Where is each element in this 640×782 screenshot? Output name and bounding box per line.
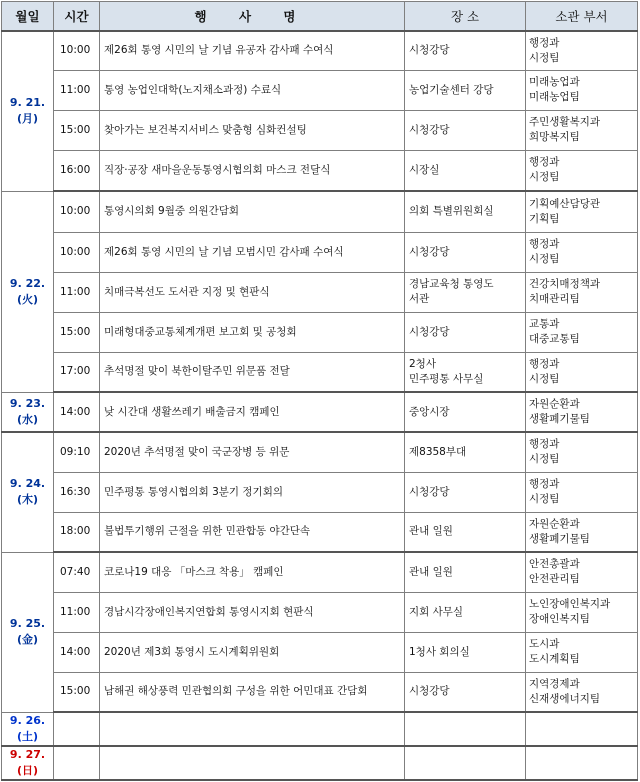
dept-team: 대중교통팀 (529, 333, 580, 345)
venue-cell (405, 191, 526, 232)
time-cell: 10:00 (54, 232, 100, 272)
date-cell (2, 552, 54, 712)
weekday-text: (日) (16, 763, 39, 777)
dept-division: 기획예산담당관 (529, 197, 601, 210)
dept-team: 미래농업팀 (529, 91, 580, 103)
event-cell: 통영시의회 9월중 의원간담회 (100, 191, 405, 232)
event-cell: 치매극복선도 도서관 지정 및 현판식 (100, 272, 405, 312)
venue-cell (405, 150, 526, 191)
event-cell (100, 712, 405, 746)
dept-cell (526, 352, 638, 392)
dept-cell (526, 312, 638, 352)
dept-team: 기획팀 (529, 212, 560, 225)
dept-cell (526, 150, 638, 191)
dept-division: 지역경제과 (529, 677, 580, 690)
dept-division: 자원순환과 (529, 398, 580, 410)
venue-line: 농업기술센터 강당 (409, 83, 494, 96)
schedule-body (2, 31, 638, 780)
table-row (2, 392, 638, 432)
venue-cell (405, 232, 526, 272)
header-date: 월일 (2, 2, 54, 32)
dept-team: 시정팀 (529, 51, 560, 64)
venue-cell (405, 312, 526, 352)
header-event: 행 사 명 (100, 2, 405, 32)
time-cell: 16:30 (54, 472, 100, 512)
event-cell: 2020년 추석명절 맞이 국군장병 등 위문 (100, 432, 405, 472)
weekday-text: (水) (16, 412, 39, 426)
event-cell: 낮 시간대 생활쓰레기 배출금지 캠페인 (100, 392, 405, 432)
table-row (2, 512, 638, 552)
table-header (2, 2, 638, 32)
time-cell: 18:00 (54, 512, 100, 552)
dept-cell (526, 191, 638, 232)
dept-division: 자원순환과 (529, 517, 580, 530)
dept-cell (526, 272, 638, 312)
venue-line: 제8358부대 (409, 445, 467, 458)
header-time: 시간 (54, 2, 100, 32)
dept-team: 시정팀 (529, 372, 560, 385)
venue-line: 민주평통 사무실 (409, 372, 484, 385)
venue-cell (405, 552, 526, 592)
venue-line: 시청강당 (409, 44, 450, 57)
venue-line: 시청강당 (409, 325, 450, 338)
dept-division: 주민생활복지과 (529, 116, 601, 128)
venue-line: 경남교육청 통영도 (409, 278, 494, 290)
dept-division: 노인장애인복지과 (529, 598, 611, 610)
venue-cell (405, 712, 526, 746)
table-row (2, 31, 638, 70)
venue-cell (405, 31, 526, 70)
dept-team: 치매관리팀 (529, 293, 580, 305)
dept-cell (526, 512, 638, 552)
dept-team: 시정팀 (529, 453, 560, 466)
dept-cell (526, 232, 638, 272)
dept-division: 행정과 (529, 438, 560, 451)
date-text: 9. 26. (9, 713, 46, 727)
venue-cell (405, 592, 526, 632)
event-cell: 남해권 해상풍력 민관협의회 구성을 위한 어민대표 간담회 (100, 672, 405, 712)
time-cell: 15:00 (54, 312, 100, 352)
table-row (2, 592, 638, 632)
table-row (2, 352, 638, 392)
dept-team: 시정팀 (529, 171, 560, 184)
venue-cell (405, 472, 526, 512)
event-cell: 제26회 통영 시민의 날 기념 모범시민 감사패 수여식 (100, 232, 405, 272)
event-cell: 코로나19 대응 「마스크 착용」 캠페인 (100, 552, 405, 592)
dept-team: 생활폐기물팀 (529, 532, 590, 545)
time-cell: 15:00 (54, 672, 100, 712)
weekday-text: (土) (16, 729, 39, 743)
table-row (2, 150, 638, 191)
weekday-text: (木) (16, 493, 39, 507)
event-cell: 찾아가는 보건복지서비스 맞춤형 심화컨설팅 (100, 110, 405, 150)
venue-cell (405, 272, 526, 312)
dept-division: 건강치매정책과 (529, 278, 601, 290)
dept-cell (526, 632, 638, 672)
weekday-text: (火) (16, 292, 39, 306)
event-cell (100, 746, 405, 780)
table-row (2, 432, 638, 472)
venue-line: 중앙시장 (409, 405, 450, 418)
date-cell (2, 191, 54, 392)
event-cell: 민주평통 통영시협의회 3분기 정기회의 (100, 472, 405, 512)
venue-line: 시청강당 (409, 685, 450, 698)
header-dept: 소관 부서 (526, 2, 638, 32)
dept-team: 시정팀 (529, 493, 560, 505)
dept-cell (526, 31, 638, 70)
event-cell: 2020년 제3회 통영시 도시계획위원회 (100, 632, 405, 672)
date-cell (2, 746, 54, 780)
table-row (2, 712, 638, 746)
date-cell (2, 31, 54, 191)
time-cell: 15:00 (54, 110, 100, 150)
table-row (2, 70, 638, 110)
table-row (2, 472, 638, 512)
table-row (2, 312, 638, 352)
venue-cell (405, 672, 526, 712)
venue-line: 시청강당 (409, 123, 450, 136)
time-cell: 14:00 (54, 392, 100, 432)
event-cell: 불법투기행위 근절을 위한 민관합동 야간단속 (100, 512, 405, 552)
dept-team: 도시계획팀 (529, 653, 580, 665)
table-row (2, 110, 638, 150)
dept-cell (526, 392, 638, 432)
dept-cell (526, 432, 638, 472)
dept-team: 시정팀 (529, 253, 560, 265)
table-row (2, 672, 638, 712)
dept-division: 미래농업과 (529, 76, 580, 88)
dept-cell (526, 110, 638, 150)
venue-line: 관내 일원 (409, 565, 453, 578)
venue-cell (405, 110, 526, 150)
dept-cell (526, 592, 638, 632)
dept-division: 행정과 (529, 357, 560, 370)
header-venue: 장 소 (405, 2, 526, 32)
date-text: 9. 22. (9, 276, 46, 290)
dept-division: 행정과 (529, 156, 560, 169)
date-text: 9. 21. (9, 96, 46, 110)
event-cell: 직장·공장 새마을운동통영시협의회 마스크 전달식 (100, 150, 405, 191)
venue-cell (405, 746, 526, 780)
date-cell (2, 432, 54, 552)
venue-line: 서관 (409, 293, 430, 305)
date-cell (2, 392, 54, 432)
venue-cell (405, 432, 526, 472)
dept-cell (526, 746, 638, 780)
venue-line: 시청강당 (409, 485, 450, 498)
dept-team: 신재생에너지팀 (529, 692, 601, 705)
venue-cell (405, 512, 526, 552)
date-text: 9. 24. (9, 477, 46, 491)
dept-cell (526, 712, 638, 746)
venue-cell (405, 70, 526, 110)
dept-cell (526, 672, 638, 712)
venue-line: 1청사 회의실 (409, 645, 470, 658)
venue-line: 의회 특별위원회실 (409, 205, 494, 218)
venue-cell (405, 632, 526, 672)
time-cell: 10:00 (54, 191, 100, 232)
dept-cell (526, 472, 638, 512)
date-cell (2, 712, 54, 746)
event-cell: 경남시각장애인복지연합회 통영시지회 현판식 (100, 592, 405, 632)
date-text: 9. 25. (9, 617, 46, 630)
dept-team: 안전관리팀 (529, 573, 580, 586)
dept-division: 교통과 (529, 318, 560, 330)
time-cell: 10:00 (54, 31, 100, 70)
venue-line: 2청사 (409, 357, 436, 370)
venue-line: 시청강당 (409, 245, 450, 258)
dept-team: 생활폐기물팀 (529, 413, 590, 425)
time-cell (54, 712, 100, 746)
schedule-table (1, 1, 638, 781)
table-row (2, 552, 638, 592)
table-row (2, 272, 638, 312)
venue-line: 지회 사무실 (409, 605, 464, 618)
dept-division: 도시과 (529, 638, 560, 650)
dept-division: 행정과 (529, 36, 560, 49)
weekday-text: (月) (16, 112, 39, 126)
time-cell: 16:00 (54, 150, 100, 191)
event-cell: 통영 농업인대학(노지채소과정) 수료식 (100, 70, 405, 110)
time-cell (54, 746, 100, 780)
table-row (2, 632, 638, 672)
time-cell: 09:10 (54, 432, 100, 472)
date-text: 9. 23. (9, 396, 46, 410)
dept-division: 행정과 (529, 478, 560, 490)
dept-division: 안전총괄과 (529, 558, 580, 571)
dept-team: 장애인복지팀 (529, 613, 590, 625)
dept-team: 희망복지팀 (529, 131, 580, 143)
time-cell: 07:40 (54, 552, 100, 592)
time-cell: 11:00 (54, 592, 100, 632)
dept-cell (526, 70, 638, 110)
time-cell: 11:00 (54, 272, 100, 312)
table-row (2, 232, 638, 272)
header-row (2, 2, 638, 32)
time-cell: 17:00 (54, 352, 100, 392)
venue-cell (405, 352, 526, 392)
event-cell: 제26회 통영 시민의 날 기념 유공자 감사패 수여식 (100, 31, 405, 70)
table-row (2, 746, 638, 780)
event-cell: 추석명절 맞이 북한이탈주민 위문품 전달 (100, 352, 405, 392)
table-row (2, 191, 638, 232)
venue-cell (405, 392, 526, 432)
venue-line: 시장실 (409, 163, 440, 176)
weekday-text: (金) (16, 633, 39, 646)
venue-line: 관내 일원 (409, 525, 453, 538)
event-cell: 미래형대중교통체계개편 보고회 및 공청회 (100, 312, 405, 352)
time-cell: 11:00 (54, 70, 100, 110)
dept-division: 행정과 (529, 238, 560, 250)
date-text: 9. 27. (9, 747, 46, 761)
dept-cell (526, 552, 638, 592)
time-cell: 14:00 (54, 632, 100, 672)
